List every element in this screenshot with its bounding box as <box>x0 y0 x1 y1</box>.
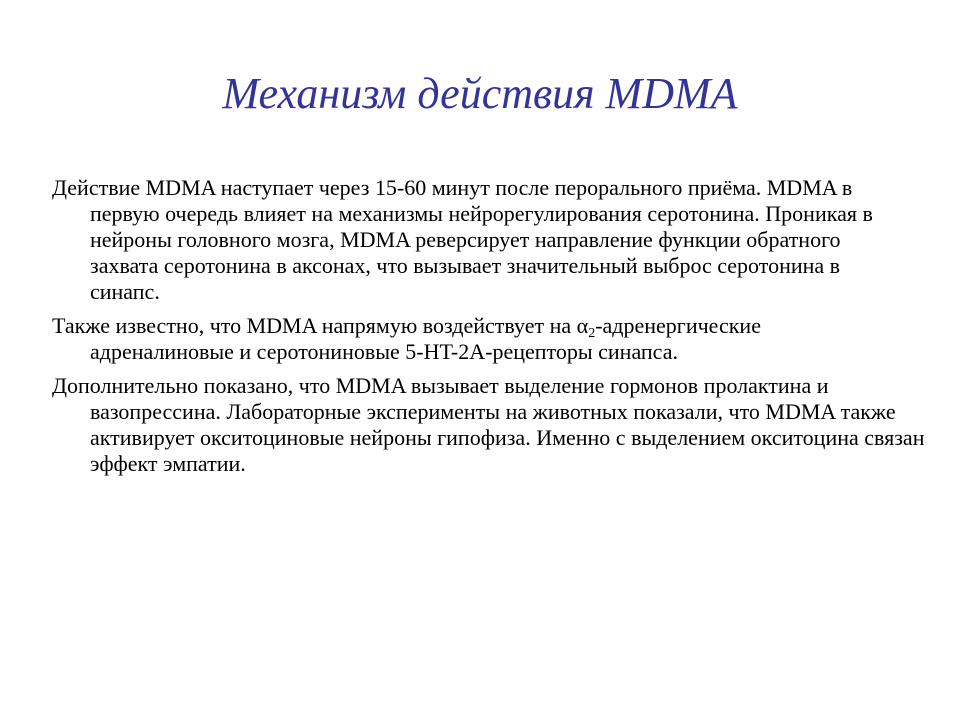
paragraph-receptors <box>52 313 790 365</box>
slide-title: Механизм действия MDMA <box>222 69 738 118</box>
paragraph-mechanism: Действие MDMA наступает через 15-60 минут после перорального приёма. MDMA в первую очередь влияет на механизмы нейрорегулирования серотонина. Проникая в нейроны головного мозга, MDMA реверсирует направление функции обратного захвата серотонина в аксонах, что вызывает значительный выброс серотонина в синапс. <box>52 175 873 304</box>
alpha-subscript: 2 <box>588 326 596 341</box>
paragraph-hormones: Дополнительно показано, что MDMA вызывает выделение гормонов пролактина и вазопрессина. Лабораторные эксперименты на животных показали, что MDMA также активирует окситоциновые нейроны гипофиза. Именно с выделением окситоцина связан эффект эмпатии. <box>52 373 925 476</box>
slide-body <box>52 175 925 485</box>
paragraph-receptors-text-start: Также известно, что MDMA напрямую воздействует на α <box>52 313 589 338</box>
paragraph-receptors-text-end: -адренергические адреналиновые и серотониновые 5-HT-2A-рецепторы синапса. <box>90 313 761 364</box>
